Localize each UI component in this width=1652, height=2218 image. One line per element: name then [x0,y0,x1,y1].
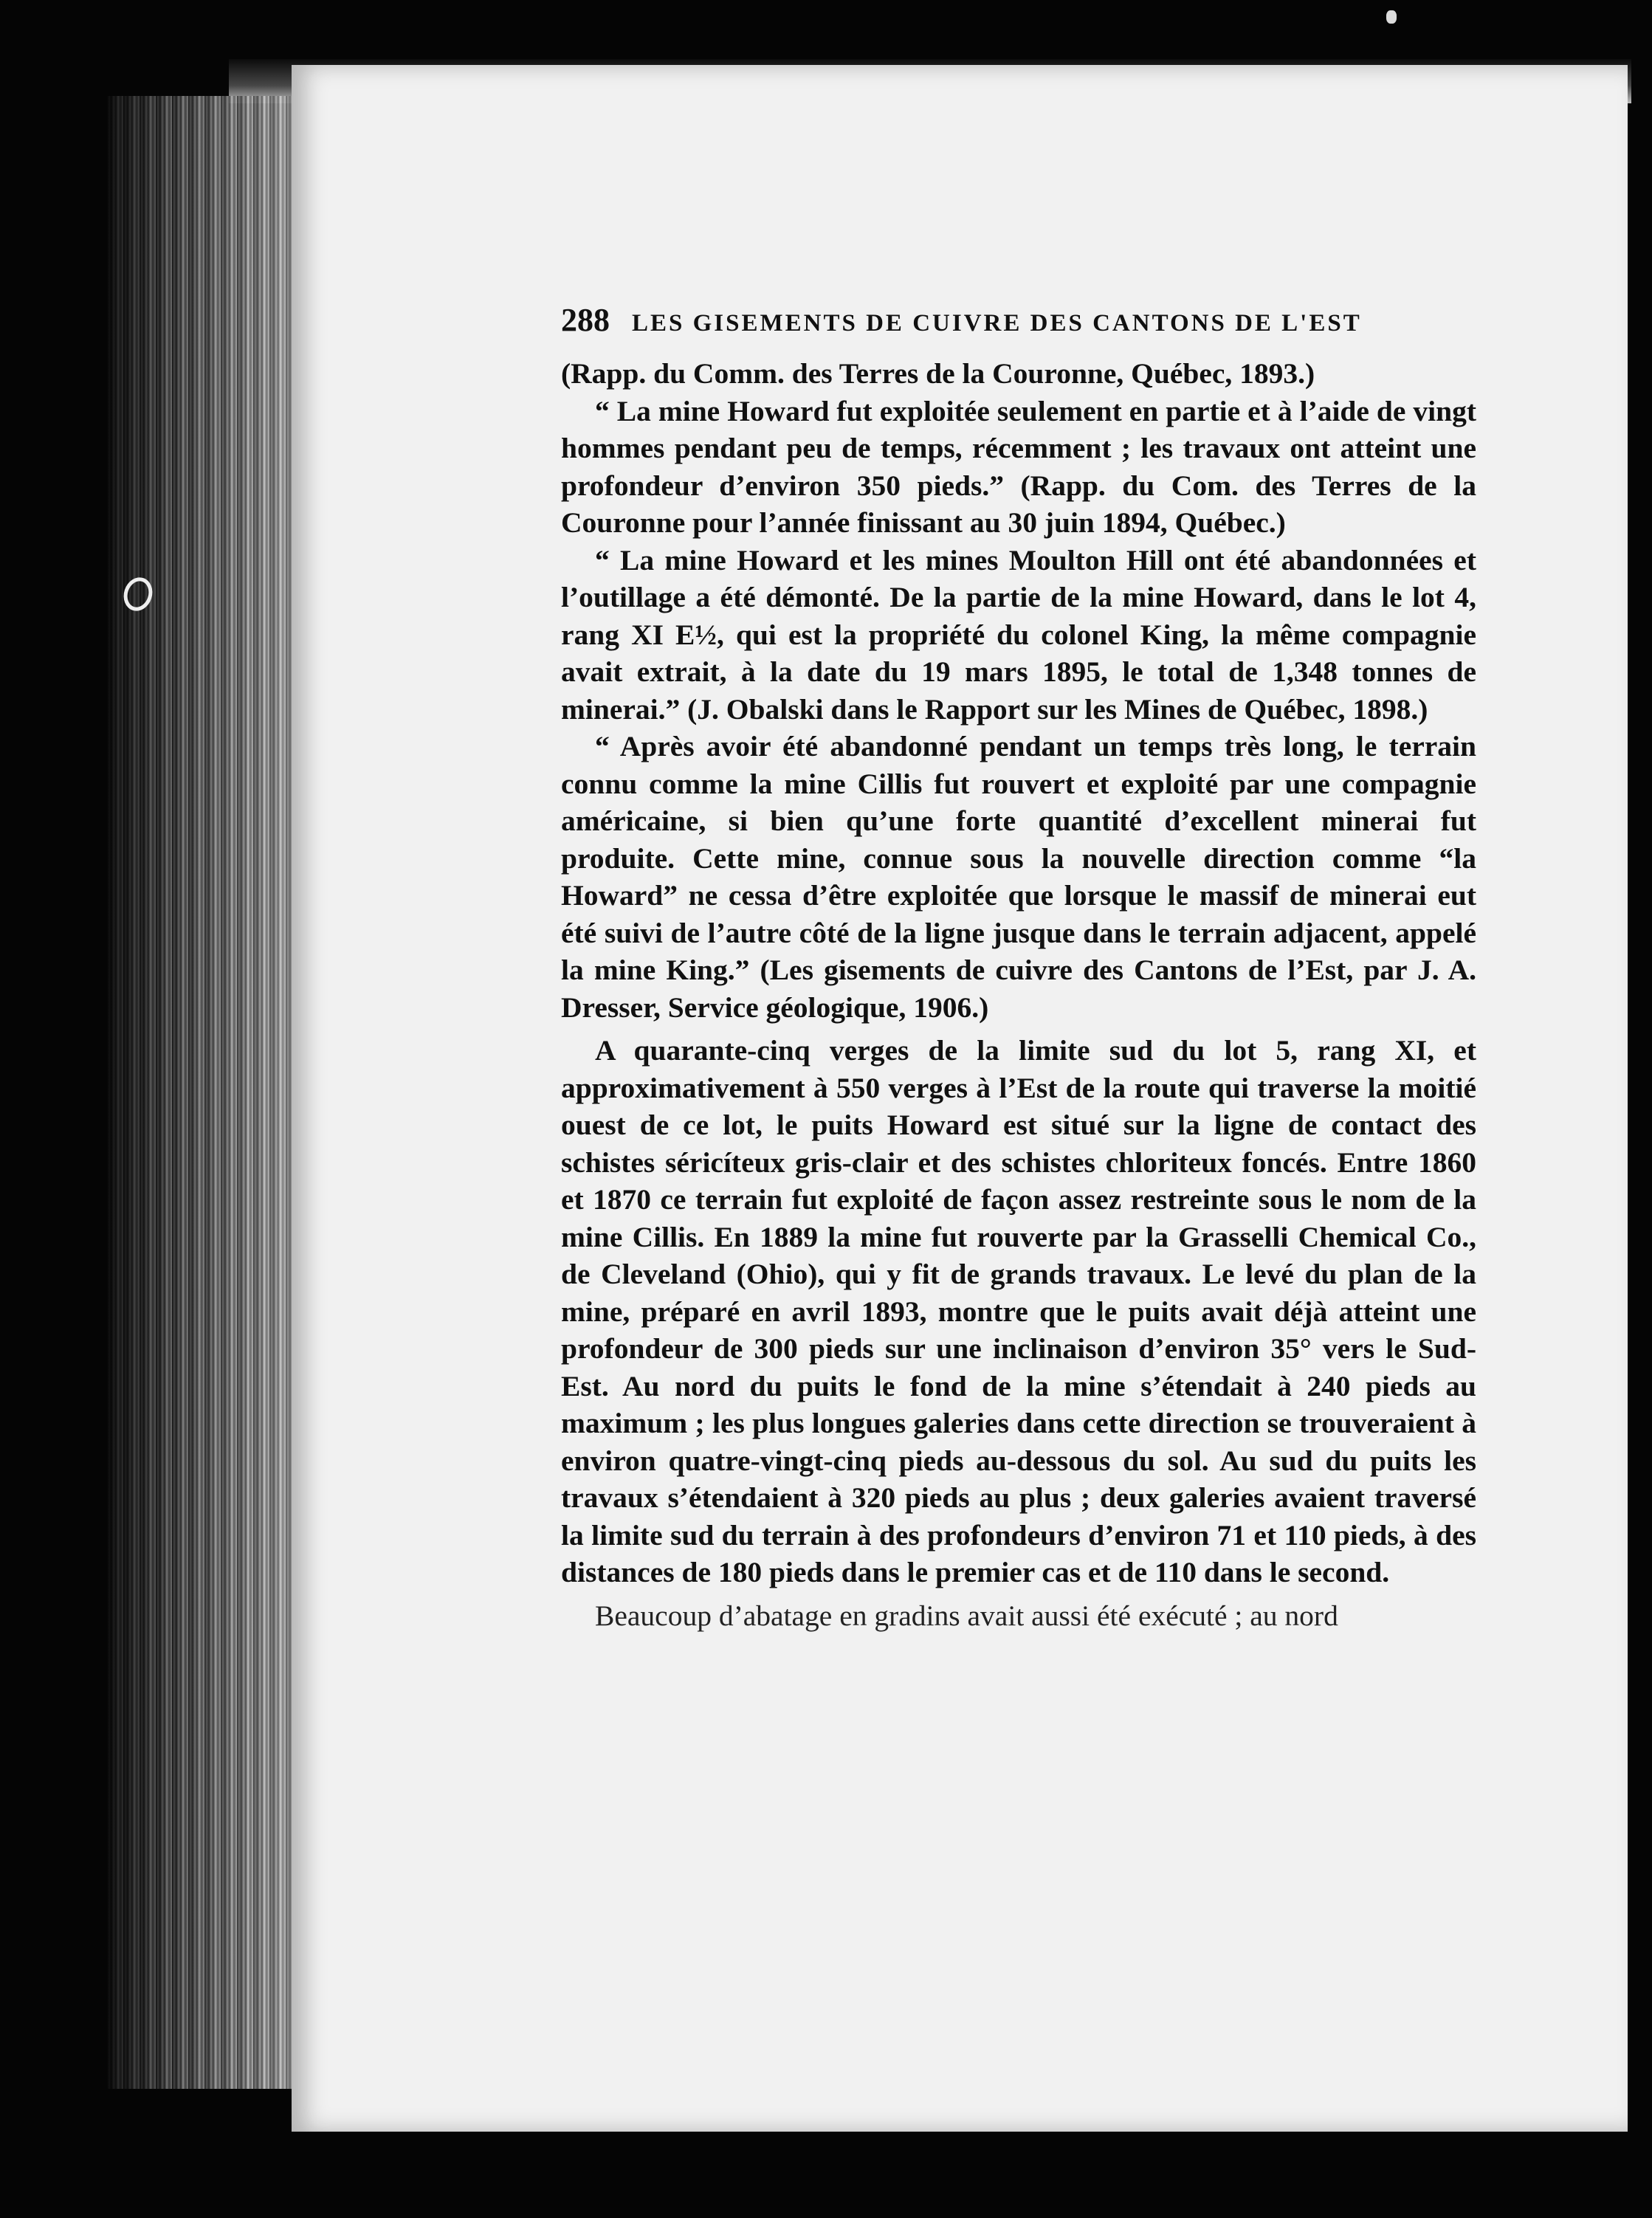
page-text [561,301,1476,1634]
paragraph: A quarante-cinq verges de la limite sud du lot 5, rang XI, et approximativement à 550 verges à l’Est de la route qui traverse la moitié ouest de ce lot, le puits Howard est situé sur la ligne de contact des schistes séricíteux gris-clair et des schistes chloriteux foncés. Entre 1860 et 1870 ce terrain fut exploité de façon assez restreinte sous le nom de la mine Cillis. En 1889 la mine fut rouverte par la Grasselli Chemical Co., de Cleveland (Ohio), qui y fit de grands travaux. Le levé du plan de la mine, préparé en avril 1893, montre que le puits avait déjà atteint une profondeur de 300 pieds sur une inclinaison d’environ 35° vers le Sud-Est. Au nord du puits le fond de la mine s’étendait à 240 pieds au maximum ; les plus longues galeries dans cette direction se trouveraient à environ quatre-vingt-cinq pieds au-dessous du sol. Au sud du puits les travaux s’étendaient à 320 pieds au plus ; deux galeries avaient traversé la limite sud du terrain à des profondeurs d’environ 71 et 110 pieds, à des distances de 180 pieds dans le premier cas et de 110 dans le second. [561,1034,1476,1588]
scan-speck [1386,10,1397,24]
running-head [561,301,1476,339]
paragraph: “ Après avoir été abandonné pendant un temps très long, le terrain connu comme la mine Cillis fut rouvert et exploité par une compagnie américaine, si bien qu’une forte quantité d’excellent minerai fut produite. Cette mine, connue sous la nouvelle direction comme “la Howard” ne cessa d’être exploitée que lorsque le massif de minerai eut été suivi de l’autre côté de la ligne jusque dans le terrain adjacent, appelé la mine King.” (Les gisements de cuivre des Cantons de l’Est, par J. A. Dresser, Service géologique, 1906.) [561,730,1476,1024]
paragraph: (Rapp. du Comm. des Terres de la Couronne, Québec, 1893.) [561,357,1315,390]
body-text [561,355,1476,1634]
book-page-edges [107,96,299,2089]
running-head-title: LES GISEMENTS DE CUIVRE DES CANTONS DE L'EST [632,310,1362,337]
paragraph: “ La mine Howard fut exploitée seulement en partie et à l’aide de vingt hommes pendant peu de temps, récemment ; les travaux ont atteint une profondeur d’environ 350 pieds.” (Rapp. du Com. des Terres de la Couronne pour l’année finissant au 30 juin 1894, Québec.) [561,394,1476,539]
paragraph: Beaucoup d’abatage en gradins avait aussi été exécuté ; au nord [595,1599,1338,1632]
paragraph: “ La mine Howard et les mines Moulton Hill ont été abandonnées et l’outillage a été démonté. De la partie de la mine Howard, dans le lot 4, rang XI E½, qui est la propriété du colonel King, la même compagnie avait extrait, à la date du 19 mars 1895, le total de 1,348 tonnes de minerai.” (J. Obalski dans le Rapport sur les Mines de Québec, 1898.) [561,543,1476,726]
page-number: 288 [561,302,610,338]
